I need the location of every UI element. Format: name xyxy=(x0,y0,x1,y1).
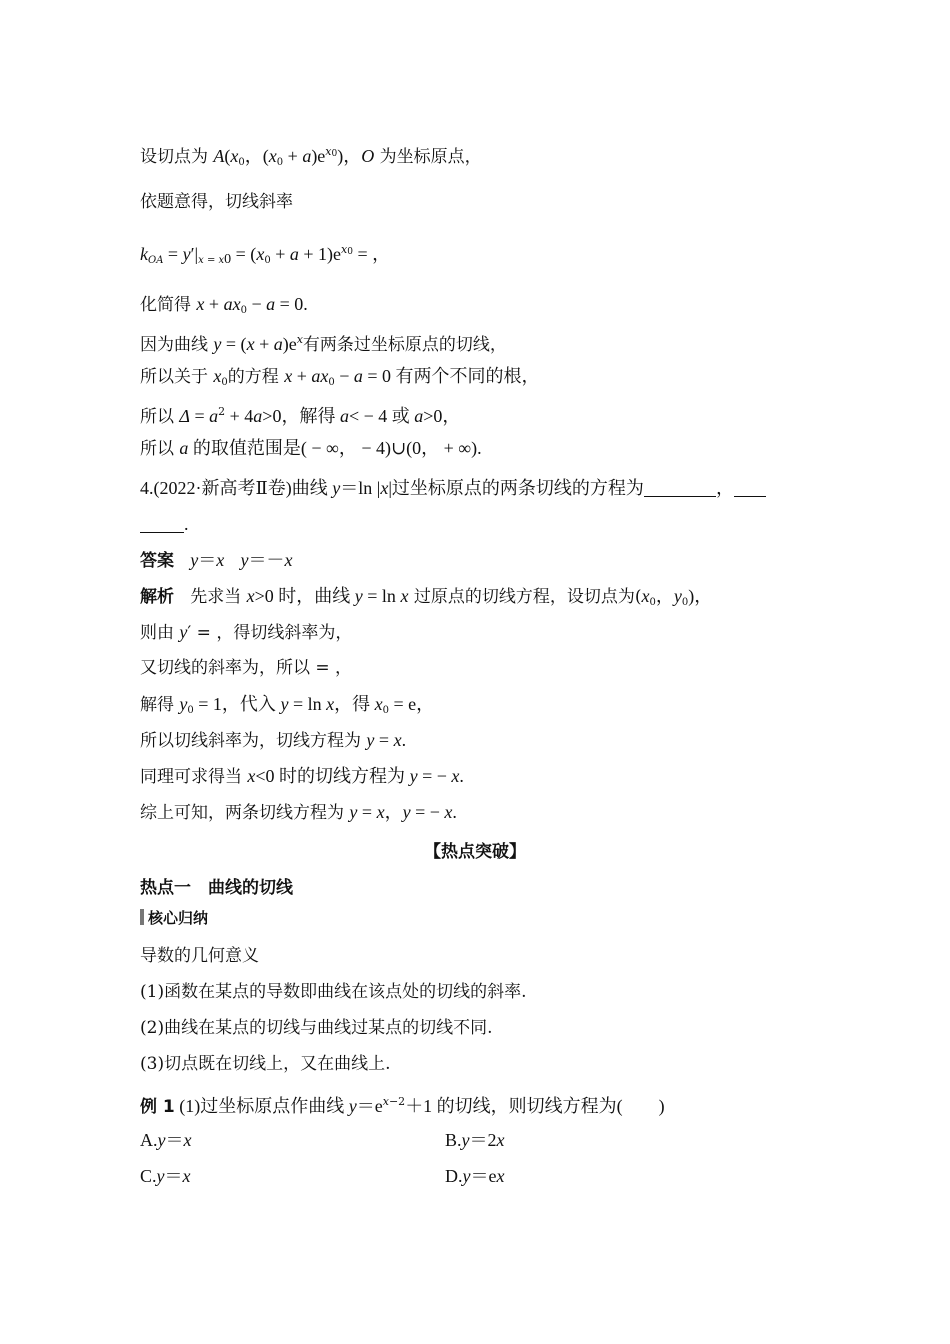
core-summary-tag: 核心归纳 xyxy=(140,906,870,930)
simplify-line: 化简得 $x + ax_0 - a = 0$. xyxy=(140,294,308,316)
option-a[interactable]: A.y＝x xyxy=(140,1130,192,1150)
definition-title: 导数的几何意义 xyxy=(140,946,259,966)
tangent-point-line: 设切点为 $A(x_0$，$(x_0 + a)e^{x0}$)，O 为坐标原点， xyxy=(140,145,482,168)
answer-blank-1 xyxy=(644,478,716,497)
option-c[interactable]: C.y＝x xyxy=(140,1166,191,1186)
because-line: 因为曲线 $y = (x + a)e^x$有两条过坐标原点的切线， xyxy=(140,333,507,355)
range-line: 所以 a 的取值范围是( − ∞， − 4)∪(0， + ∞). xyxy=(140,438,482,459)
equation-roots-line: 所以关于 $x_0$的方程 $x + ax_0 - a = 0$ 有两个不同的根， xyxy=(140,366,540,388)
answer-line: 答案 y＝x y＝－x xyxy=(140,550,293,571)
slope-intro-line: 依题意得，切线斜率 xyxy=(140,192,293,212)
definition-item-1: (1)函数在某点的导数即曲线在该点处的切线的斜率. xyxy=(140,982,527,1002)
solution-line-2: 则由 y′ = ，得切线斜率为， xyxy=(140,622,353,643)
question-4: 4.(2022·新高考Ⅱ卷)曲线 y＝ln |x|过坐标原点的两条切线的方程为 ， xyxy=(140,476,870,501)
option-b[interactable]: B.y＝2x xyxy=(445,1130,505,1150)
tag-bar-icon xyxy=(140,909,144,925)
solution-line-7: 综上可知，两条切线方程为 y = x，y = − x. xyxy=(140,802,457,823)
solution-line-6: 同理可求得当 x<0 时的切线方程为 y = − x. xyxy=(140,766,464,787)
example-label: 例 1 xyxy=(140,1097,175,1117)
example-1: 例 1 (1)过坐标原点作曲线 $y=e^{x-2}+1$ 的切线，则切线方程为( ) xyxy=(140,1095,665,1117)
definition-item-3: (3)切点既在切线上，又在曲线上. xyxy=(140,1054,391,1074)
solution-line-4: 解得 $y_0 = 1$，代入 y = ln x，得 $x_0 = e$， xyxy=(140,694,435,716)
option-d[interactable]: D.y＝ex xyxy=(445,1166,505,1186)
discriminant-line: 所以 $\Delta = a^2 + 4a>0$，解得 a< − 4 或 a>0， xyxy=(140,405,461,427)
solution-label: 解析 xyxy=(140,587,174,607)
section-heading: 【热点突破】 xyxy=(424,842,526,862)
solution-line-3: 又切线的斜率为，所以 = ， xyxy=(140,658,353,678)
answer-blank-2b xyxy=(140,514,184,533)
slope-formula-line: $k_{OA} = y'|_x$ $_=$ $_x0 = (x_0 + a + 1)e^{x0}$ = ， xyxy=(140,243,391,267)
question-4-continued: . xyxy=(140,512,870,537)
definition-item-2: (2)曲线在某点的切线与曲线过某点的切线不同. xyxy=(140,1018,493,1038)
solution-line-5: 所以切线斜率为，切线方程为 y = x. xyxy=(140,730,407,751)
hotspot-title: 热点一 曲线的切线 xyxy=(140,878,293,898)
answer-label: 答案 xyxy=(140,551,174,571)
answer-blank-2a xyxy=(734,478,766,497)
solution-line-1: 解析 先求当 x>0 时，曲线 y = ln x 过原点的切线方程，设切点为($x_0$，$y_0$)， xyxy=(140,586,713,608)
